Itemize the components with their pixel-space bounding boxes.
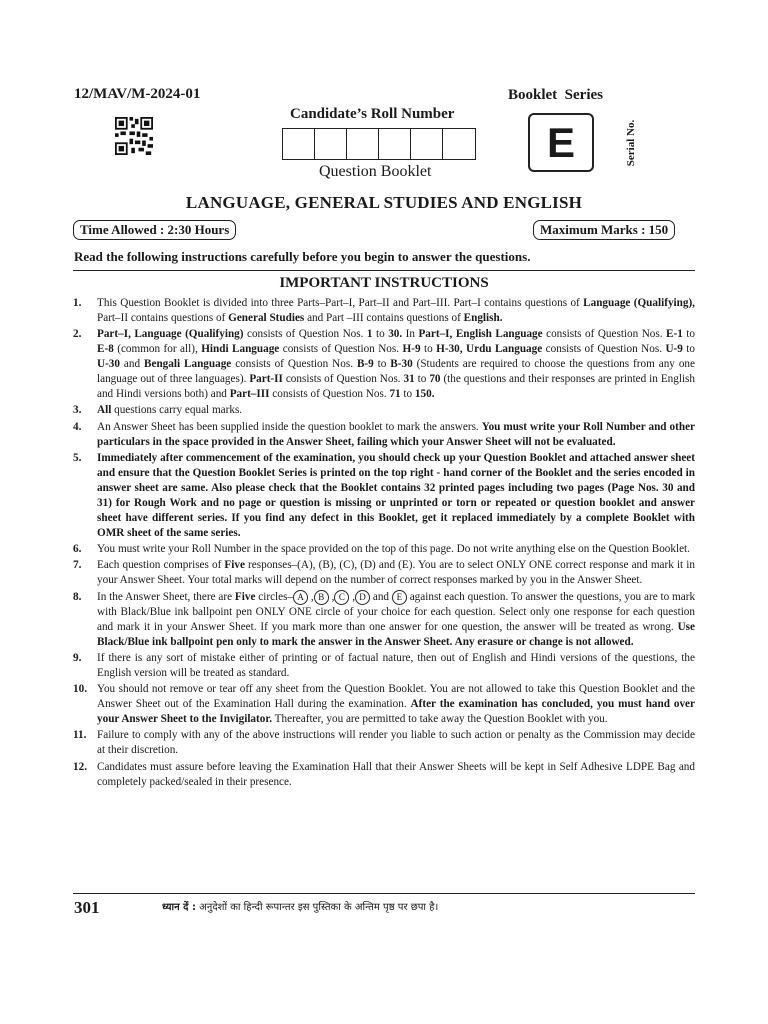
roll-digit-box[interactable] (411, 129, 443, 159)
time-allowed: Time Allowed : 2:30 Hours (73, 220, 236, 240)
hindi-note-label: ध्यान दें : (162, 902, 196, 913)
instruction-number: 8. (73, 590, 82, 603)
exam-title: LANGUAGE, GENERAL STUDIES AND ENGLISH (185, 193, 583, 212)
question-booklet-label: Question Booklet (319, 163, 432, 180)
instruction-text: In the Answer Sheet, there are Five circles– A , B , C , D and E against each question. To answer the questions, you are to mark with Black/Blue ink ballpoint pen ONLY ONE circle of your choice for each question. Select only one response for each question and mark it in your Answer Sheet. If you mark more than one answer for one question, the answer will be treated as wrong. Use Black/Blue ink ballpoint pen only to mark the answer in the Answer Sheet. Any erasure or change is not allowed. (97, 590, 696, 648)
serial-number-label: Serial No. (625, 119, 637, 167)
instruction-number: 4. (73, 420, 82, 433)
instruction-text: All questions carry equal marks. (97, 404, 243, 417)
roll-digit-box[interactable] (283, 129, 315, 159)
instruction-number: 1. (73, 297, 82, 309)
serial-number (616, 113, 646, 173)
roll-digit-box[interactable] (443, 129, 475, 159)
instruction-item (73, 542, 695, 557)
booklet-series-letter: E (528, 113, 594, 172)
instruction-number: 11. (73, 729, 87, 742)
instruction-text: Immediately after commencement of the examination, you should check up your Question Booklet and attached answer sheet and ensure that the Question Booklet Series is printed on the top right - hand corner of the Booklet and the series encoded in answer sheet are same. Also please check that the Booklet contains 32 printed pages including two pages (Page Nos. 30 and 31) for Rough Work and no page or question is missing or unprinted or torn or repeated or question booklet and answer sheet have different series. If you find any defect in this Booklet, get it replaced immediately by a complete Booklet with OMR sheet of the same series. (97, 452, 695, 539)
instruction-text: An Answer Sheet has been supplied inside the question booklet to mark the answers. You must write your Roll Number and other particulars in the space provided in the Answer Sheet, failing which your Answer Sheet will not be evaluated. (97, 420, 696, 448)
maximum-marks: Maximum Marks : 150 (533, 220, 675, 240)
instruction-item (73, 451, 695, 540)
paper-code: 12/MAV/M-2024-01 (74, 86, 201, 102)
instruction-item (73, 558, 695, 588)
instruction-number: 9. (73, 651, 82, 664)
instruction-item (73, 728, 695, 758)
instruction-text: Part–I, Language (Qualifying) consists of Question Nos. 1 to 30. In Part–I, English Language consists of Question Nos. E-1 to E-8 (common for all), Hindi Language consists of Question Nos. H-9 to H-30, Urdu Language consists of Question Nos. U-9 to U-30 and Bengali Language consists of Question Nos. B-9 to B-30 (Students are required to choose the questions from any one language out of three languages). Part-II consists of Question Nos. 31 to 70 (the questions and their responses are printed in English and Hindi versions both) and Part–III consists of Question Nos. 71 to 150. (97, 328, 696, 400)
instruction-text: If there is any sort of mistake either of printing or of factual nature, then out of English and Hindi versions of the questions, the English version will be treated as standard. (97, 651, 695, 679)
instruction-text: This Question Booklet is divided into three Parts–Part–I, Part–II and Part–III. Part–I contains questions of Language (Qualifying), Part–II contains questions of General Studies and Part –III contains questions of English. (97, 297, 695, 324)
instruction-number: 6. (73, 543, 82, 555)
divider (73, 270, 695, 271)
instruction-item (73, 682, 695, 727)
hindi-note (162, 899, 438, 913)
instructions-list (73, 296, 695, 791)
instruction-number: 3. (73, 404, 82, 417)
instruction-text: Candidates must assure before leaving the Examination Hall that their Answer Sheets will be kept in Self Adhesive LDPE Bag and completely packed/sealed in their presence. (97, 760, 695, 788)
instruction-number: 7. (73, 559, 82, 572)
roll-number-boxes[interactable] (282, 128, 476, 160)
instruction-item (73, 327, 695, 402)
read-instructions-note: Read the following instructions carefully before you begin to answer the questions. (74, 249, 531, 264)
roll-digit-box[interactable] (347, 129, 379, 159)
booklet-series-label: Booklet Series (508, 87, 603, 103)
instruction-item (73, 760, 695, 790)
instruction-text: You should not remove or tear off any sheet from the Question Booklet. You are not allowed to take this Question Booklet and the Answer Sheet out of the Examination Hall during the examination. After the examination has concluded, you must hand over your Answer Sheet to the Invigilator. Thereafter, you are permitted to take away the Question Booklet with you. (97, 683, 695, 726)
instruction-item (73, 296, 695, 326)
roll-digit-box[interactable] (315, 129, 347, 159)
page-code: 301 (74, 898, 100, 917)
instruction-text: You must write your Roll Number in the space provided on the top of this page. Do not write anything else on the Question Booklet. (97, 543, 690, 555)
qr-code-icon (115, 117, 153, 155)
roll-digit-box[interactable] (379, 129, 411, 159)
roll-number-title: Candidate’s Roll Number (290, 106, 455, 122)
divider (73, 893, 695, 894)
instruction-number: 5. (73, 452, 82, 465)
instruction-text: Failure to comply with any of the above instructions will render you liable to such action or penalty as the Commission may decide at their discretion. (97, 729, 695, 757)
hindi-note-text: अनुदेशों का हिन्दी रूपान्तर इस पुस्तिका के अन्तिम पृष्ठ पर छपा है। (195, 902, 439, 913)
instruction-text: Each question comprises of Five responses–(A), (B), (C), (D) and (E). You are to select ONLY ONE correct response and mark it in your Answer Sheet. Your total marks will depend on the number of correct responses marked by you in the Answer Sheet. (97, 559, 695, 587)
instruction-number: 2. (73, 328, 82, 341)
instruction-number: 10. (73, 683, 87, 696)
instruction-item (73, 590, 695, 650)
instruction-item (73, 651, 695, 681)
instruction-item (73, 403, 695, 418)
instruction-item (73, 420, 695, 450)
instruction-number: 12. (73, 760, 87, 773)
instructions-heading: IMPORTANT INSTRUCTIONS (279, 275, 489, 291)
